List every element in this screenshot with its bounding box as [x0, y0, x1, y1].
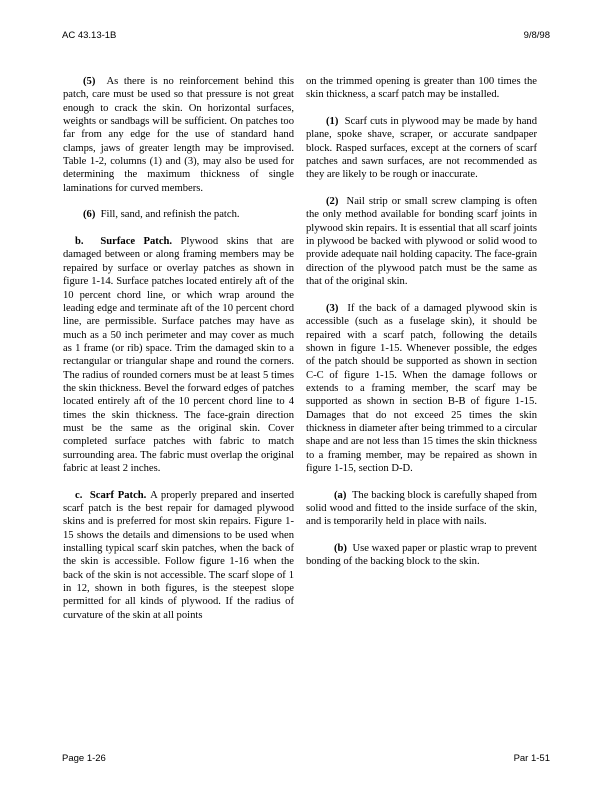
paragraph-number: (6) [83, 209, 96, 221]
paragraph-number: (3) [326, 302, 339, 314]
paragraph-3 [306, 302, 537, 475]
paragraph-text: If the back of a damaged plywood skin is accessible (such as a fuselage skin), it should be repaired with a scarf patch, following the details shown in figure 1-15. Whenever possible, the edges of the patch should be supported as shown in section C-C of figure 1-15. When the damage follows or extends to a framing member, the scarf may be supported as shown in section B-B of figure 1-15. Damages that do not exceed 25 times the skin thickness in diameter after being trimmed to a circular shape and are not less than 15 times the skin thickness to a framing member, may be repaired as shown in figure 1-15, section D-D. [306, 302, 537, 474]
paragraph-number: (b) [334, 543, 347, 555]
page-number: Page 1-26 [62, 753, 106, 764]
paragraph-text: Plywood skins that are damaged between or along framing members may be repaired by surface or overlay patches as shown in figure 1-14. Surface patches located entirely aft of the 10 percent chord line, or which wrap around the leading edge and terminate aft of the 10 percent chord line, are permissible. Surface patches may have as much as a 50 inch perimeter and may cover as much as 1 frame (or rib) space. Trim the damaged skin to a rectangular or triangular shape and round the corners. The radius of rounded corners must be at least 5 times the skin thickness. Bevel the forward edges of patches located entirely aft of the 10 percent chord line to 4 times the skin thickness. The face-grain direction must be the same as the original skin. Cover completed surface patches with fabric to match surrounding area. The fabric must overlap the original fabric at least 2 inches. [63, 236, 295, 474]
section-b-surface-patch [63, 235, 294, 475]
paragraph-text: Scarf cuts in plywood may be made by hand plane, spoke shave, scraper, or accurate sandpaper block. Rasped surfaces, except at the corners of scarf patches and sawn surfaces, are not recommended as they are likely to be rough or inaccurate. [306, 116, 537, 181]
paragraph-number: (1) [326, 116, 339, 128]
continued-paragraph: on the trimmed opening is greater than 100 times the skin thickness, a scarf patch may be installed. [306, 76, 537, 101]
paragraph-text: Fill, sand, and refinish the patch. [100, 209, 240, 221]
section-label: c. [75, 489, 83, 501]
paragraph-a [306, 489, 537, 529]
right-column [306, 75, 537, 582]
paragraph-text: Nail strip or small screw clamping is often the only method available for bonding scarf joints in plywood skin repairs. It is essential that all scarf joints in plywood be backed with plywood or solid wood to provide adequate nail holding capacity. The face-grain direction of the plywood patch must be the same as that of the original skin. [306, 196, 537, 288]
section-title: Scarf Patch. [89, 489, 147, 501]
document-date: 9/8/98 [523, 30, 550, 41]
paragraph-text: The backing block is carefully shaped from solid wood and fitted to the inside surface of the skin, and is temporarily held in place with nails. [306, 489, 537, 528]
paragraph-2 [306, 195, 537, 288]
paragraph-b [306, 542, 537, 569]
document-number: AC 43.13-1B [62, 30, 117, 41]
left-column [63, 75, 294, 635]
paragraph-number: (a) [334, 489, 347, 501]
paragraph-text: As there is no reinforcement behind this patch, care must be used so that pressure is not great enough to crack the skin. On horizontal surfaces, weights or sandbags will be sufficient. On patches too far from any edge for the use of standard hand clamps, jaws of greater length may be improvised. Table 1-2, columns (1) and (3), may also be used for determining the maximum thickness of single laminations for curved members. [63, 76, 295, 194]
paragraph-text: Use waxed paper or plastic wrap to prevent bonding of the backing block to the skin. [306, 543, 537, 568]
section-c-scarf-patch [63, 489, 294, 622]
paragraph-5 [63, 75, 294, 195]
paragraph-reference: Par 1-51 [513, 753, 550, 764]
section-title: Surface Patch. [100, 236, 173, 248]
paragraph-1 [306, 115, 537, 182]
paragraph-number: (5) [83, 76, 96, 87]
paragraph-number: (2) [326, 196, 339, 208]
paragraph-text: A properly prepared and inserted scarf patch is the best repair for damaged plywood skins and is preferred for most skin repairs. Figure 1-15 shows the details and dimensions to be used when installing typical scarf skin patches, when the back of the skin is accessible. Follow figure 1-16 when the back of the skin is not accessible. The scarf slope of 1 in 12, shown in both figures, is the steepest slope permitted for all kinds of plywood. If the radius of curvature of the skin at all points [63, 489, 294, 621]
paragraph-6 [63, 208, 294, 221]
section-label: b. [75, 236, 84, 248]
